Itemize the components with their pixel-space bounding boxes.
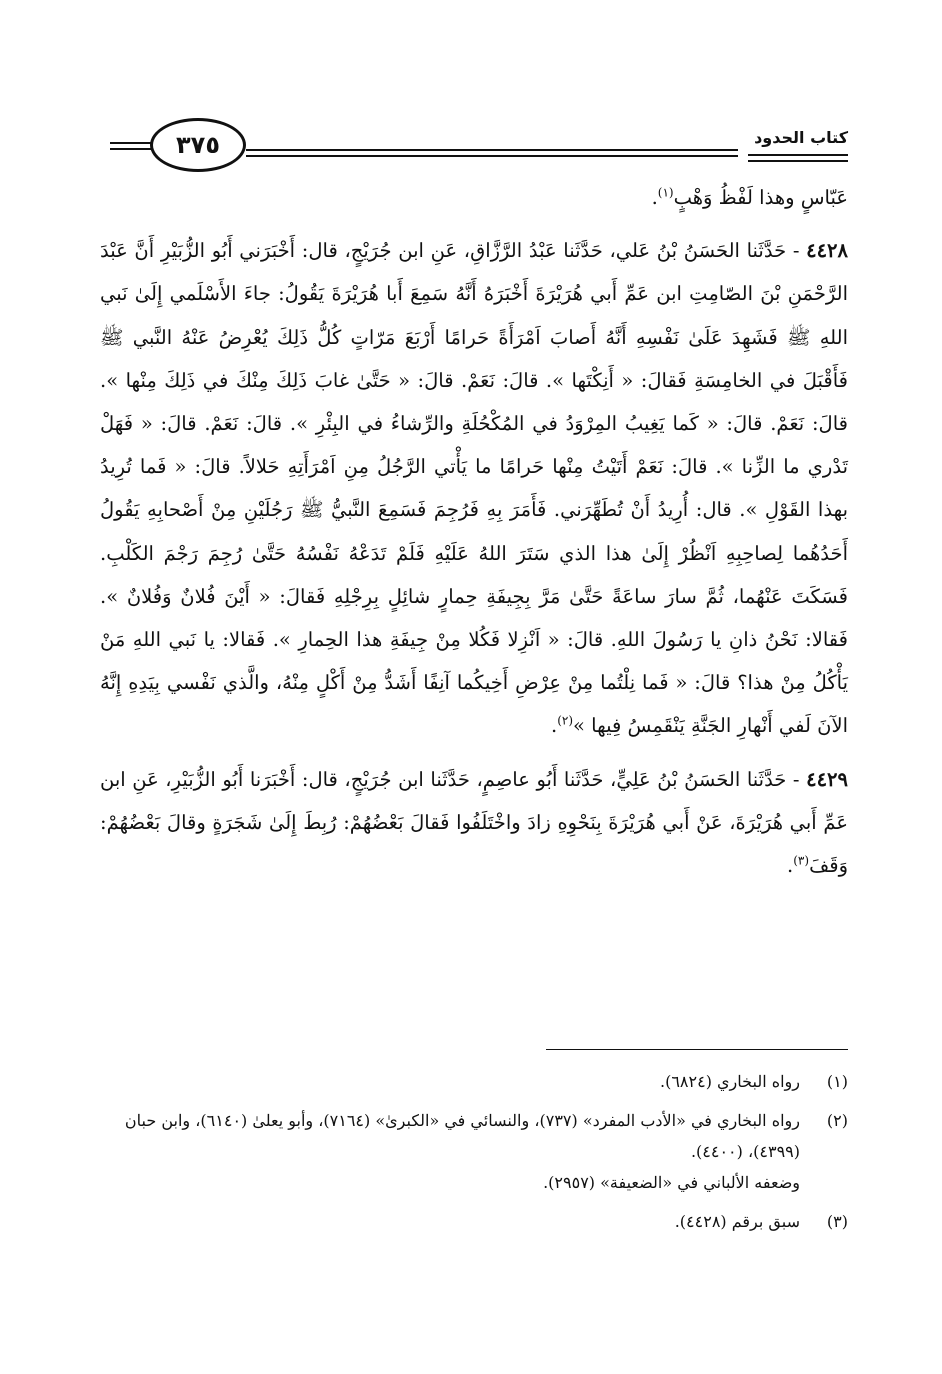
footnote-text: سبق برقم (٤٤٢٨). <box>674 1212 800 1231</box>
footnote-text: وضعفه الألباني في «الضعيفة» (٢٩٥٧). <box>543 1173 800 1192</box>
hadith-number: ٤٤٢٨ <box>806 239 848 263</box>
main-text <box>100 176 848 887</box>
footnote-marker: (٢) <box>826 1111 848 1130</box>
header-rule-left-top <box>110 142 152 144</box>
footnote-marker: (٣) <box>826 1212 848 1231</box>
paragraph-continuation: عَبّاسٍ وهذا لَفْظُ وَهْبٍ$^{(١)}$. <box>651 185 848 209</box>
header-rule-right-top <box>748 154 848 156</box>
hadith-text: - حَدَّثَنا الحَسَنُ بْنُ عَلِيٍّ، حَدَّثَنا أَبُو عاصِمٍ، حَدَّثَنا ابن جُرَيْجٍ، قال: أَخْبَرَنا أَبُو الزُّبَيْرِ، عَنِ ابن عَمِّ أَبي هُرَيْرَةَ، عَنْ أَبي هُرَيْرَةَ بِنَحْوِهِ زادَ واخْتَلَفُوا فَقالَ بَعْضُهُمْ: رُبِطَ إِلَىٰ شَجَرَةٍ وقالَ بَعْضُهُمْ: وَقَفَ <box>100 767 848 878</box>
header-rule-middle-bottom <box>246 155 738 157</box>
footnote-3 <box>100 1206 848 1237</box>
hadith-4428: ٤٤٢٨ - حَدَّثَنا الحَسَنُ بْنُ عَلي، حَدَّثَنا عَبْدُ الرَّزَّاقِ، عَنِ ابن جُرَيْجٍ، قال: أَخْبَرَني أَبُو الزُّبَيْرِ أَنَّ عَبْدَ الرَّحْمَنِ بْنَ الصّامِتِ ابن عَمِّ أَبي هُرَيْرَةَ أَخْبَرَهُ أَنَّهُ سَمِعَ أَبا هُرَيْرَةَ يَقُولُ: جاءَ الأَسْلَمي إِلَىٰ نَبي اللهِ ﷺ فَشَهِدَ عَلَىٰ نَفْسِهِ أَنَّهُ أَصابَ اَمْرَأَةً حَرامًا أَرْبَعَ مَرّاتٍ كُلُّ ذَلِكَ يُعْرِضُ عَنْهُ النَّبي ﷺ فَأَقْبَلَ في الخامِسَةِ فَقالَ: « أَنِكْتَها ». قالَ: نَعَمْ. قالَ: « حَتَّىٰ غابَ ذَلِكَ مِنْكَ في ذَلِكَ مِنْها ». قالَ: نَعَمْ. قالَ: « كَما يَغِيبُ المِرْوَدُ في المُكْحُلَةِ والرِّشاءُ في البِئْرِ ». قالَ: نَعَمْ. قالَ: « فَهَلْ تَدْري ما الزِّنا ». قالَ: نَعَمْ أَتَيْتُ مِنْها حَرامًا ما يَأْتي الرَّجُلُ مِنِ اَمْرَأَتِهِ حَلالاً. قالَ: « فَما تُرِيدُ بهذا القَوْلِ ». قال: أُرِيدُ أَنْ تُطَهِّرَني. فَأَمَرَ بِهِ فَرُجِمَ فَسَمِعَ النَّبيُّ ﷺ رَجُلَيْنِ مِنْ أَصْحابِهِ يَقُولُ أَحَدُهُما لِصاحِبِهِ اَنْظُرْ إِلَىٰ هذا الذي سَتَرَ اللهُ عَلَيْهِ فَلَمْ تَدَعْهُ نَفْسُهُ حَتَّىٰ رُجِمَ رَجْمَ الكَلْبِ. فَسَكَتَ عَنْهُما، ثُمَّ سارَ ساعَةً حَتَّىٰ مَرَّ بِجِيفَةِ حِمارٍ شائِلٍ بِرِجْلِهِ فَقالَ: « أَيْنَ فُلانٌ وَفُلانٌ ». فَقالا: نَحْنُ ذانِ يا رَسُولَ اللهِ. قالَ: « اَنْزِلا فَكُلا مِنْ جِيفَةِ هذا الحِمارِ ». فَقالا: يا نَبي اللهِ مَنْ يَأْكُلُ مِنْ هذا؟ قالَ: « فَما نِلْتُما مِنْ عِرْضِ أَخِيكُما آنِفًا أَشَدُّ مِنْ أَكْلٍ مِنْهُ، والَّذي نَفْسي بِيَدِهِ إِنَّهُ الآنَ لَفي أَنْهارِ الجَنَّةِ يَنْقَمِسُ فِيها »$^{(٢)}$. <box>100 239 848 738</box>
hadith-4429: ٤٤٢٩ - حَدَّثَنا الحَسَنُ بْنُ عَلِيٍّ، حَدَّثَنا أَبُو عاصِمٍ، حَدَّثَنا ابن جُرَيْجٍ، قال: أَخْبَرَنا أَبُو الزُّبَيْرِ، عَنِ ابن عَمِّ أَبي هُرَيْرَةَ، عَنْ أَبي هُرَيْرَةَ بِنَحْوِهِ زادَ واخْتَلَفُوا فَقالَ بَعْضُهُمْ: رُبِطَ إِلَىٰ شَجَرَةٍ وقالَ بَعْضُهُمْ: وَقَفَ$^{(٣)}$. <box>100 767 848 878</box>
footnotes <box>100 1066 848 1245</box>
hadith-number: ٤٤٢٩ <box>806 767 848 791</box>
footnote-ref-1[interactable]: (١) <box>657 185 674 200</box>
header-rule-middle-top <box>246 149 738 151</box>
footnote-ref-3[interactable]: (٣) <box>793 853 810 868</box>
footnote-1 <box>100 1066 848 1097</box>
page-number-badge <box>150 118 246 172</box>
paragraph-text: عَبّاسٍ وهذا لَفْظُ وَهْبٍ <box>673 186 848 209</box>
running-header-title: كتاب الحدود <box>754 128 848 147</box>
page-number: ٣٧٥ <box>176 131 220 159</box>
header-rule-left-bottom <box>110 148 152 150</box>
footnote-separator <box>546 1049 848 1050</box>
page-header <box>110 118 848 182</box>
footnote-text: رواه البخاري (٦٨٢٤). <box>660 1072 800 1091</box>
hadith-text: - حَدَّثَنا الحَسَنُ بْنُ عَلي، حَدَّثَنا عَبْدُ الرَّزَّاقِ، عَنِ ابن جُرَيْجٍ، قال: أَخْبَرَني أَبُو الزُّبَيْرِ أَنَّ عَبْدَ الرَّحْمَنِ بْنَ الصّامِتِ ابن عَمِّ أَبي هُرَيْرَةَ أَخْبَرَهُ أَنَّهُ سَمِعَ أَبا هُرَيْرَةَ يَقُولُ: جاءَ الأَسْلَمي إِلَىٰ نَبي اللهِ ﷺ فَشَهِدَ عَلَىٰ نَفْسِهِ أَنَّهُ أَصابَ اَمْرَأَةً حَرامًا أَرْبَعَ مَرّاتٍ كُلُّ ذَلِكَ يُعْرِضُ عَنْهُ النَّبي ﷺ فَأَقْبَلَ في الخامِسَةِ فَقالَ: « أَنِكْتَها ». قالَ: نَعَمْ. قالَ: « حَتَّىٰ غابَ ذَلِكَ مِنْكَ في ذَلِكَ مِنْها ». قالَ: نَعَمْ. قالَ: « كَما يَغِيبُ المِرْوَدُ في المُكْحُلَةِ والرِّشاءُ في البِئْرِ ». قالَ: نَعَمْ. قالَ: « فَهَلْ تَدْري ما الزِّنا ». قالَ: نَعَمْ أَتَيْتُ مِنْها حَرامًا ما يَأْتي الرَّجُلُ مِنِ اَمْرَأَتِهِ حَلالاً. قالَ: « فَما تُرِيدُ بهذا القَوْلِ ». قال: أُرِيدُ أَنْ تُطَهِّرَني. فَأَمَرَ بِهِ فَرُجِمَ فَسَمِعَ النَّبيُّ ﷺ رَجُلَيْنِ مِنْ أَصْحابِهِ يَقُولُ أَحَدُهُما لِصاحِبِهِ اَنْظُرْ إِلَىٰ هذا الذي سَتَرَ اللهُ عَلَيْهِ فَلَمْ تَدَعْهُ نَفْسُهُ حَتَّىٰ رُجِمَ رَجْمَ الكَلْبِ. فَسَكَتَ عَنْهُما، ثُمَّ سارَ ساعَةً حَتَّىٰ مَرَّ بِجِيفَةِ حِمارٍ شائِلٍ بِرِجْلِهِ فَقالَ: « أَيْنَ فُلانٌ وَفُلانٌ ». فَقالا: نَحْنُ ذانِ يا رَسُولَ اللهِ. قالَ: « اَنْزِلا فَكُلا مِنْ جِيفَةِ هذا الحِمارِ ». فَقالا: يا نَبي اللهِ مَنْ يَأْكُلُ مِنْ هذا؟ قالَ: « فَما نِلْتُما مِنْ عِرْضِ أَخِيكُما آنِفًا أَشَدُّ مِنْ أَكْلٍ مِنْهُ، والَّذي نَفْسي بِيَدِهِ إِنَّهُ الآنَ لَفي أَنْهارِ الجَنَّةِ يَنْقَمِسُ فِيها » <box>100 239 848 738</box>
footnote-2 <box>100 1105 848 1198</box>
footnote-text: رواه البخاري في «الأدب المفرد» (٧٣٧)، والنسائي في «الكبرىٰ» (٧١٦٤)، وأبو يعلىٰ (٦١٤٠)، وابن حبان (٤٣٩٩)، (٤٤٠٠). <box>124 1111 800 1161</box>
header-rule-right-bottom <box>748 160 848 162</box>
footnote-ref-2[interactable]: (٢) <box>557 713 574 728</box>
footnote-marker: (١) <box>826 1072 848 1091</box>
